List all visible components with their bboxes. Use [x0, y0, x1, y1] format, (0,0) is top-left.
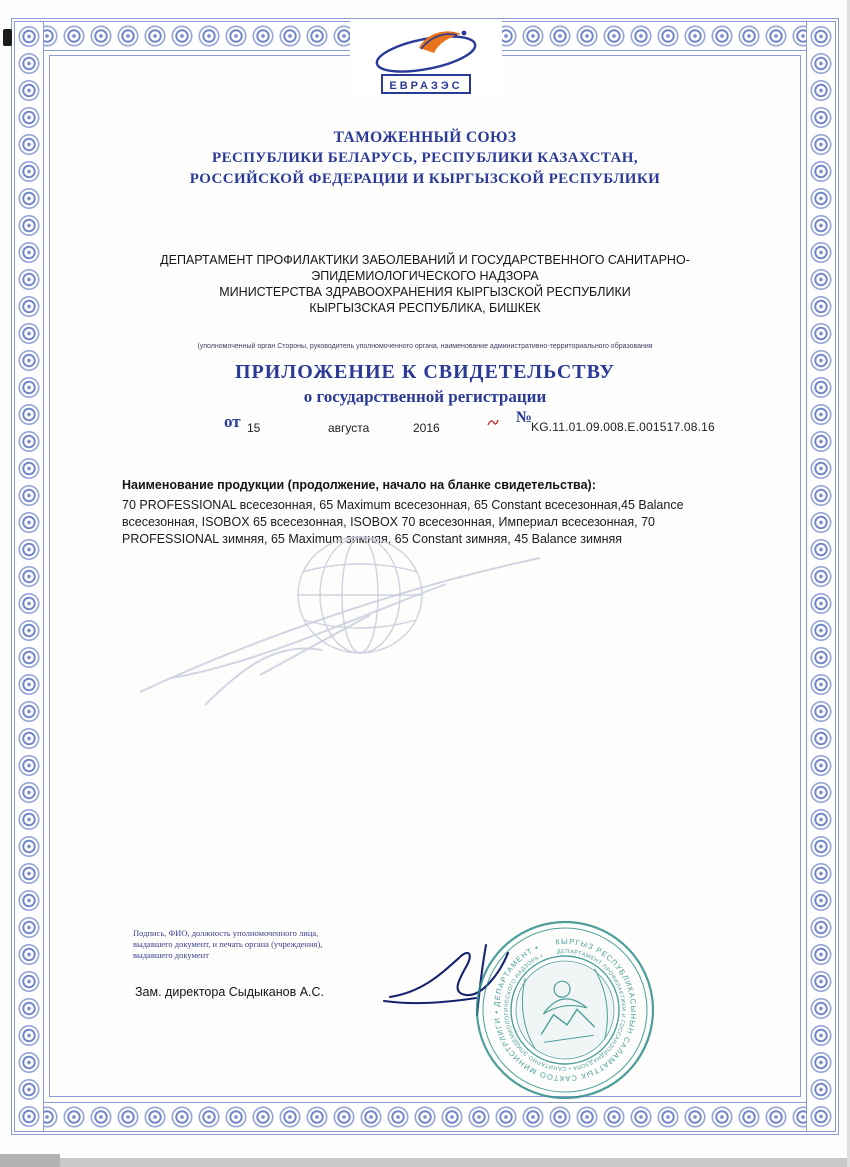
border-ornament-bottom	[14, 1102, 836, 1132]
authority-line-2: ЭПИДЕМИОЛОГИЧЕСКОГО НАДЗОРА	[311, 269, 539, 283]
watermark	[110, 500, 590, 730]
header-line-3: РОССИЙСКОЙ ФЕДЕРАЦИИ И КЫРГЫЗСКОЙ РЕСПУБЛИКИ	[189, 171, 661, 187]
product-list-text: 70 PROFESSIONAL всесезонная, 65 Maximum всесезонная, 65 Constant всесезонная,45 Balance всесезонная, ISOBOX 65 всесезонная, ISOBOX 70 всесезонная, Империал всесезонная, 70 PROFESSIONAL зимняя, 65 Maximum зимняя, 65 Constant зимняя, 45 Balance зимняя	[122, 498, 684, 546]
date-year: 2016	[413, 421, 440, 435]
logo-wordmark: ЕВРАЗЭС	[381, 74, 471, 94]
signatory-name: Зам. директора Сыдыканов А.С.	[135, 985, 325, 999]
header-line-2: РЕСПУБЛИКИ БЕЛАРУСЬ, РЕСПУБЛИКИ КАЗАХСТАН,	[212, 150, 638, 166]
scan-artifact-corner	[3, 29, 12, 46]
red-check-mark	[486, 416, 500, 428]
border-ornament-left	[14, 21, 44, 1132]
date-month: августа	[328, 421, 370, 435]
date-day: 15	[247, 421, 261, 435]
date-prefix: от	[224, 412, 241, 431]
authority-caption: (уполномоченный орган Стороны, руководитель уполномоченного органа, наименование административно-территориального образования	[197, 343, 653, 350]
scan-edge-bottom	[0, 1158, 850, 1167]
stamp-outer-text: КЫРГЫЗ РЕСПУБЛИКАСЫНЫН САЛАМАТТЫК САКТОО МИНИСТРЛИГИ • ДЕПАРТАМЕНТ •	[491, 937, 638, 1084]
header-line-1: ТАМОЖЕННЫЙ СОЮЗ	[333, 129, 517, 146]
number-prefix: №	[516, 409, 533, 426]
scan-edge-bottom-dark	[0, 1154, 60, 1167]
registration-number: KG.11.01.09.008.E.001517.08.16	[531, 420, 715, 434]
authority-line-1: ДЕПАРТАМЕНТ ПРОФИЛАКТИКИ ЗАБОЛЕВАНИЙ И ГОСУДАРСТВЕННОГО САНИТАРНО-	[160, 253, 690, 267]
official-stamp	[470, 915, 660, 1105]
product-section-label: Наименование продукции (продолжение, начало на бланке свидетельства):	[122, 478, 596, 492]
footer-caption-line-1: Подпись, ФИО, должность уполномоченного лица,	[133, 928, 319, 938]
stamp-inner-text: ДЕПАРТАМЕНТ ПРОФИЛАКТИКИ И ГОССАНЭПИДНАДЗОРА • САНИТАРНО-ЭПИДЕМИОЛОГИЧЕСКОГО НАДЗОРА •	[503, 948, 626, 1072]
authority-line-4: КЫРГЫЗСКАЯ РЕСПУБЛИКА, БИШКЕК	[309, 301, 541, 315]
eurasec-logo-icon	[365, 24, 487, 76]
document-subtitle: о государственной регистрации	[303, 387, 547, 406]
document-title: ПРИЛОЖЕНИЕ К СВИДЕТЕЛЬСТВУ	[234, 361, 616, 383]
border-ornament-right	[806, 21, 836, 1132]
footer-caption-line-3: выдавшего документ	[133, 950, 209, 960]
footer-caption-line-2: выдавшего документ, и печать органа (учреждения),	[133, 939, 323, 949]
authority-line-3: МИНИСТЕРСТВА ЗДРАВООХРАНЕНИЯ КЫРГЫЗСКОЙ РЕСПУБЛИКИ	[219, 285, 631, 299]
